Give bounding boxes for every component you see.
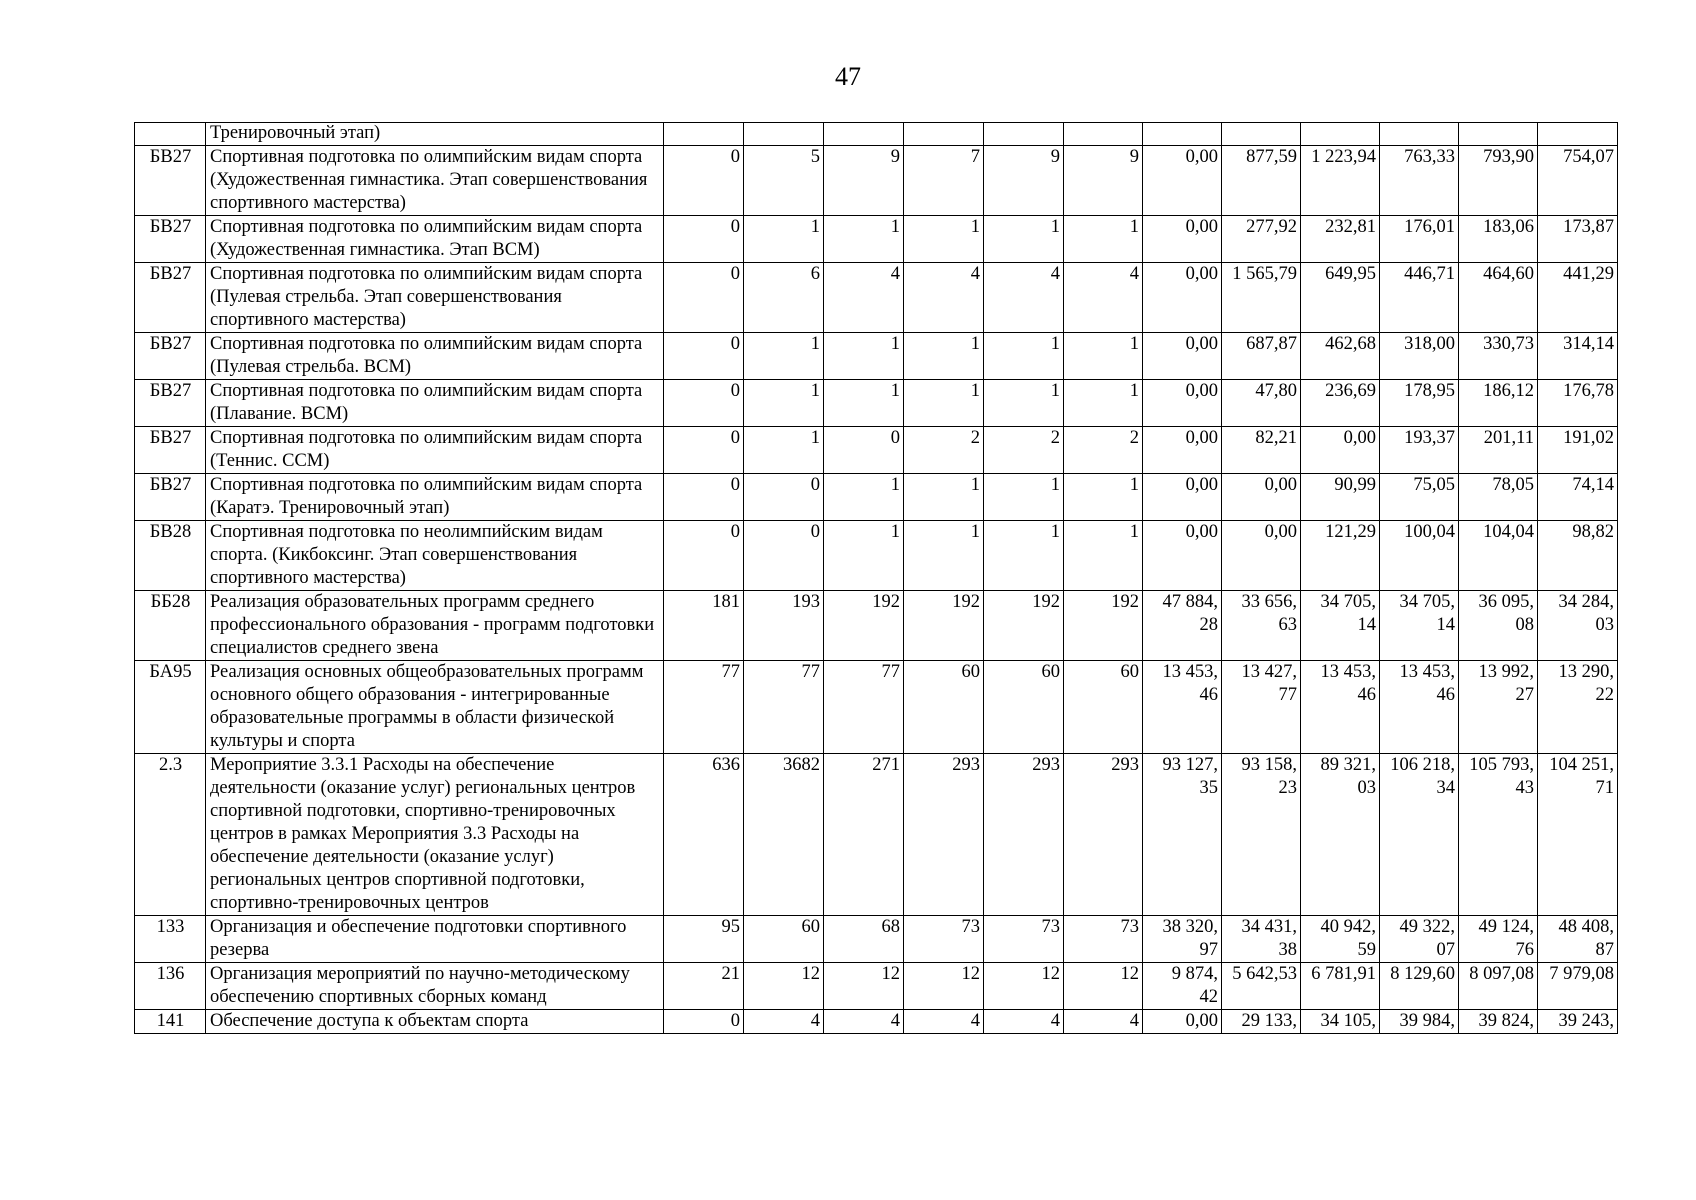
row-value-cell: 192 bbox=[984, 591, 1064, 661]
row-value-cell: 0,00 bbox=[1143, 380, 1222, 427]
table-row bbox=[135, 427, 1618, 474]
row-value-cell: 93 127, 35 bbox=[1143, 754, 1222, 916]
row-value-cell: 271 bbox=[824, 754, 904, 916]
row-value-cell: 121,29 bbox=[1301, 521, 1380, 591]
row-value-cell: 314,14 bbox=[1538, 333, 1618, 380]
row-value-cell: 178,95 bbox=[1380, 380, 1459, 427]
row-value-cell: 12 bbox=[904, 963, 984, 1010]
row-code-cell: БВ27 bbox=[135, 427, 206, 474]
row-value-cell: 47 884, 28 bbox=[1143, 591, 1222, 661]
row-value-cell: 12 bbox=[984, 963, 1064, 1010]
row-code-cell: БВ27 bbox=[135, 333, 206, 380]
row-value-cell bbox=[1143, 123, 1222, 146]
row-value-cell: 75,05 bbox=[1380, 474, 1459, 521]
row-description-cell: Реализация образовательных программ среднего профессионального образования - программ подготовки специалистов среднего звена bbox=[206, 591, 664, 661]
row-value-cell: 60 bbox=[904, 661, 984, 754]
table-row bbox=[135, 661, 1618, 754]
row-value-cell: 39 824, bbox=[1459, 1010, 1538, 1034]
row-value-cell: 1 565,79 bbox=[1222, 263, 1301, 333]
row-code-cell: 141 bbox=[135, 1010, 206, 1034]
row-value-cell: 8 129,60 bbox=[1380, 963, 1459, 1010]
table-row bbox=[135, 474, 1618, 521]
row-value-cell: 0 bbox=[664, 1010, 744, 1034]
row-value-cell: 330,73 bbox=[1459, 333, 1538, 380]
row-value-cell bbox=[1380, 123, 1459, 146]
row-value-cell: 34 284, 03 bbox=[1538, 591, 1618, 661]
row-code-cell: БВ27 bbox=[135, 146, 206, 216]
row-value-cell: 0 bbox=[664, 146, 744, 216]
row-value-cell bbox=[1459, 123, 1538, 146]
row-value-cell: 77 bbox=[664, 661, 744, 754]
row-value-cell: 0,00 bbox=[1222, 521, 1301, 591]
row-value-cell: 34 105, bbox=[1301, 1010, 1380, 1034]
row-value-cell: 3682 bbox=[744, 754, 824, 916]
table-row bbox=[135, 123, 1618, 146]
row-value-cell bbox=[744, 123, 824, 146]
row-value-cell: 49 322, 07 bbox=[1380, 916, 1459, 963]
row-value-cell: 34 705, 14 bbox=[1301, 591, 1380, 661]
row-value-cell: 77 bbox=[744, 661, 824, 754]
row-value-cell: 36 095, 08 bbox=[1459, 591, 1538, 661]
row-code-cell: БВ27 bbox=[135, 263, 206, 333]
row-value-cell: 183,06 bbox=[1459, 216, 1538, 263]
row-value-cell: 0,00 bbox=[1222, 474, 1301, 521]
row-value-cell: 9 bbox=[824, 146, 904, 216]
row-code-cell: БВ27 bbox=[135, 216, 206, 263]
table-row bbox=[135, 754, 1618, 916]
row-description-cell: Реализация основных общеобразовательных программ основного общего образования - интегрированные образовательные программы в области физической культуры и спорта bbox=[206, 661, 664, 754]
row-value-cell: 5 642,53 bbox=[1222, 963, 1301, 1010]
row-value-cell bbox=[664, 123, 744, 146]
page-number: 47 bbox=[835, 62, 861, 91]
row-value-cell: 1 bbox=[824, 380, 904, 427]
row-value-cell: 104,04 bbox=[1459, 521, 1538, 591]
row-description-cell: Обеспечение доступа к объектам спорта bbox=[206, 1010, 664, 1034]
row-value-cell: 4 bbox=[1064, 1010, 1143, 1034]
row-value-cell: 173,87 bbox=[1538, 216, 1618, 263]
row-value-cell: 186,12 bbox=[1459, 380, 1538, 427]
row-code-cell: 133 bbox=[135, 916, 206, 963]
row-value-cell: 34 431, 38 bbox=[1222, 916, 1301, 963]
row-value-cell: 192 bbox=[904, 591, 984, 661]
row-value-cell: 13 427, 77 bbox=[1222, 661, 1301, 754]
row-value-cell: 763,33 bbox=[1380, 146, 1459, 216]
row-value-cell: 2 bbox=[984, 427, 1064, 474]
row-description-cell: Спортивная подготовка по олимпийским видам спорта (Плавание. ВСМ) bbox=[206, 380, 664, 427]
row-code-cell: БВ27 bbox=[135, 474, 206, 521]
row-value-cell: 47,80 bbox=[1222, 380, 1301, 427]
row-value-cell: 0,00 bbox=[1143, 216, 1222, 263]
row-value-cell: 4 bbox=[824, 1010, 904, 1034]
row-value-cell: 105 793, 43 bbox=[1459, 754, 1538, 916]
row-value-cell: 318,00 bbox=[1380, 333, 1459, 380]
row-value-cell: 176,01 bbox=[1380, 216, 1459, 263]
row-value-cell: 1 bbox=[824, 521, 904, 591]
row-code-cell: 2.3 bbox=[135, 754, 206, 916]
row-description-cell: Организация мероприятий по научно-методическому обеспечению спортивных сборных команд bbox=[206, 963, 664, 1010]
table-row bbox=[135, 146, 1618, 216]
row-value-cell: 13 453, 46 bbox=[1143, 661, 1222, 754]
row-value-cell: 40 942, 59 bbox=[1301, 916, 1380, 963]
row-value-cell: 1 bbox=[744, 216, 824, 263]
row-value-cell: 4 bbox=[984, 1010, 1064, 1034]
row-value-cell bbox=[904, 123, 984, 146]
row-value-cell: 9 874, 42 bbox=[1143, 963, 1222, 1010]
row-value-cell: 1 bbox=[824, 216, 904, 263]
row-value-cell: 0 bbox=[664, 521, 744, 591]
row-value-cell: 181 bbox=[664, 591, 744, 661]
row-code-cell: БВ27 bbox=[135, 380, 206, 427]
row-value-cell: 13 290, 22 bbox=[1538, 661, 1618, 754]
row-value-cell: 201,11 bbox=[1459, 427, 1538, 474]
row-value-cell: 6 781,91 bbox=[1301, 963, 1380, 1010]
row-value-cell: 1 bbox=[904, 474, 984, 521]
row-value-cell: 33 656, 63 bbox=[1222, 591, 1301, 661]
row-value-cell: 9 bbox=[1064, 146, 1143, 216]
row-value-cell: 89 321, 03 bbox=[1301, 754, 1380, 916]
row-value-cell: 39 243, bbox=[1538, 1010, 1618, 1034]
table-row bbox=[135, 591, 1618, 661]
row-value-cell: 293 bbox=[984, 754, 1064, 916]
row-value-cell bbox=[824, 123, 904, 146]
row-code-cell: БА95 bbox=[135, 661, 206, 754]
row-value-cell: 1 bbox=[904, 216, 984, 263]
row-value-cell: 106 218, 34 bbox=[1380, 754, 1459, 916]
table-row bbox=[135, 380, 1618, 427]
row-value-cell: 60 bbox=[1064, 661, 1143, 754]
row-description-cell: Спортивная подготовка по олимпийским видам спорта (Художественная гимнастика. Этап ВСМ) bbox=[206, 216, 664, 263]
row-value-cell: 98,82 bbox=[1538, 521, 1618, 591]
row-value-cell: 192 bbox=[824, 591, 904, 661]
row-value-cell: 74,14 bbox=[1538, 474, 1618, 521]
row-value-cell: 0 bbox=[744, 474, 824, 521]
row-code-cell: ББ28 bbox=[135, 591, 206, 661]
row-value-cell: 0 bbox=[664, 474, 744, 521]
row-value-cell: 4 bbox=[904, 263, 984, 333]
row-value-cell: 1 bbox=[744, 427, 824, 474]
row-value-cell: 104 251, 71 bbox=[1538, 754, 1618, 916]
row-value-cell: 0,00 bbox=[1143, 263, 1222, 333]
row-value-cell: 1 223,94 bbox=[1301, 146, 1380, 216]
row-value-cell: 0,00 bbox=[1143, 521, 1222, 591]
row-value-cell: 1 bbox=[1064, 380, 1143, 427]
row-value-cell: 1 bbox=[904, 380, 984, 427]
row-value-cell: 0,00 bbox=[1143, 333, 1222, 380]
row-value-cell: 13 453, 46 bbox=[1301, 661, 1380, 754]
row-value-cell: 8 097,08 bbox=[1459, 963, 1538, 1010]
row-value-cell: 4 bbox=[904, 1010, 984, 1034]
row-description-cell: Спортивная подготовка по неолимпийским видам спорта. (Кикбоксинг. Этап совершенствования спортивного мастерства) bbox=[206, 521, 664, 591]
table-row bbox=[135, 216, 1618, 263]
row-value-cell: 1 bbox=[824, 333, 904, 380]
row-value-cell: 446,71 bbox=[1380, 263, 1459, 333]
row-value-cell: 2 bbox=[904, 427, 984, 474]
row-value-cell: 95 bbox=[664, 916, 744, 963]
row-value-cell: 12 bbox=[744, 963, 824, 1010]
row-value-cell: 12 bbox=[1064, 963, 1143, 1010]
row-value-cell: 649,95 bbox=[1301, 263, 1380, 333]
row-value-cell: 793,90 bbox=[1459, 146, 1538, 216]
row-value-cell: 4 bbox=[984, 263, 1064, 333]
table-row bbox=[135, 963, 1618, 1010]
row-value-cell bbox=[984, 123, 1064, 146]
row-value-cell: 49 124, 76 bbox=[1459, 916, 1538, 963]
row-value-cell: 0 bbox=[664, 216, 744, 263]
row-value-cell: 48 408, 87 bbox=[1538, 916, 1618, 963]
row-value-cell bbox=[1222, 123, 1301, 146]
row-value-cell: 1 bbox=[1064, 474, 1143, 521]
row-value-cell: 68 bbox=[824, 916, 904, 963]
row-value-cell: 277,92 bbox=[1222, 216, 1301, 263]
row-value-cell bbox=[1064, 123, 1143, 146]
row-value-cell: 73 bbox=[1064, 916, 1143, 963]
row-value-cell: 193,37 bbox=[1380, 427, 1459, 474]
row-value-cell: 687,87 bbox=[1222, 333, 1301, 380]
row-value-cell: 93 158, 23 bbox=[1222, 754, 1301, 916]
row-description-cell: Спортивная подготовка по олимпийским видам спорта (Художественная гимнастика. Этап совершенствования спортивного мастерства) bbox=[206, 146, 664, 216]
row-value-cell: 4 bbox=[1064, 263, 1143, 333]
row-value-cell: 1 bbox=[904, 333, 984, 380]
row-value-cell: 77 bbox=[824, 661, 904, 754]
row-value-cell: 464,60 bbox=[1459, 263, 1538, 333]
row-code-cell: БВ28 bbox=[135, 521, 206, 591]
row-description-cell: Тренировочный этап) bbox=[206, 123, 664, 146]
row-value-cell: 0 bbox=[664, 333, 744, 380]
row-value-cell: 7 bbox=[904, 146, 984, 216]
row-value-cell: 441,29 bbox=[1538, 263, 1618, 333]
row-value-cell: 7 979,08 bbox=[1538, 963, 1618, 1010]
row-value-cell bbox=[1301, 123, 1380, 146]
row-value-cell: 1 bbox=[984, 474, 1064, 521]
row-value-cell: 38 320, 97 bbox=[1143, 916, 1222, 963]
row-value-cell: 6 bbox=[744, 263, 824, 333]
row-value-cell: 1 bbox=[984, 380, 1064, 427]
row-value-cell: 1 bbox=[904, 521, 984, 591]
row-value-cell: 29 133, bbox=[1222, 1010, 1301, 1034]
row-value-cell: 1 bbox=[744, 333, 824, 380]
row-value-cell: 4 bbox=[744, 1010, 824, 1034]
row-code-cell: 136 bbox=[135, 963, 206, 1010]
row-value-cell: 191,02 bbox=[1538, 427, 1618, 474]
row-value-cell: 5 bbox=[744, 146, 824, 216]
row-description-cell: Мероприятие 3.3.1 Расходы на обеспечение деятельности (оказание услуг) региональных центров спортивной подготовки, спортивно-тренировочных центров в рамках Мероприятия 3.3 Расходы на обеспечение деятельности (оказание услуг) региональных центров спортивной подготовки, спортивно-тренировочных центров bbox=[206, 754, 664, 916]
row-value-cell: 0 bbox=[664, 263, 744, 333]
row-code-cell bbox=[135, 123, 206, 146]
row-value-cell: 0,00 bbox=[1143, 1010, 1222, 1034]
row-value-cell: 2 bbox=[1064, 427, 1143, 474]
table-row bbox=[135, 916, 1618, 963]
row-description-cell: Организация и обеспечение подготовки спортивного резерва bbox=[206, 916, 664, 963]
row-value-cell: 0 bbox=[664, 380, 744, 427]
row-value-cell: 1 bbox=[1064, 333, 1143, 380]
row-value-cell: 0,00 bbox=[1143, 474, 1222, 521]
row-value-cell bbox=[1538, 123, 1618, 146]
row-value-cell: 1 bbox=[1064, 521, 1143, 591]
row-value-cell: 73 bbox=[904, 916, 984, 963]
row-value-cell: 0 bbox=[824, 427, 904, 474]
row-description-cell: Спортивная подготовка по олимпийским видам спорта (Пулевая стрельба. Этап совершенствования спортивного мастерства) bbox=[206, 263, 664, 333]
table-row bbox=[135, 521, 1618, 591]
row-value-cell: 877,59 bbox=[1222, 146, 1301, 216]
data-table bbox=[134, 122, 1618, 1034]
row-value-cell: 293 bbox=[904, 754, 984, 916]
row-value-cell: 1 bbox=[744, 380, 824, 427]
row-value-cell: 0 bbox=[744, 521, 824, 591]
row-value-cell: 100,04 bbox=[1380, 521, 1459, 591]
row-value-cell: 60 bbox=[744, 916, 824, 963]
row-value-cell: 192 bbox=[1064, 591, 1143, 661]
row-description-cell: Спортивная подготовка по олимпийским видам спорта (Пулевая стрельба. ВСМ) bbox=[206, 333, 664, 380]
row-value-cell: 176,78 bbox=[1538, 380, 1618, 427]
row-value-cell: 0,00 bbox=[1143, 427, 1222, 474]
row-description-cell: Спортивная подготовка по олимпийским видам спорта (Каратэ. Тренировочный этап) bbox=[206, 474, 664, 521]
row-value-cell: 1 bbox=[984, 216, 1064, 263]
row-value-cell: 0,00 bbox=[1301, 427, 1380, 474]
row-value-cell: 1 bbox=[984, 333, 1064, 380]
table-row bbox=[135, 333, 1618, 380]
row-value-cell: 0 bbox=[664, 427, 744, 474]
row-value-cell: 0,00 bbox=[1143, 146, 1222, 216]
row-value-cell: 21 bbox=[664, 963, 744, 1010]
row-value-cell: 1 bbox=[984, 521, 1064, 591]
row-value-cell: 1 bbox=[1064, 216, 1143, 263]
row-value-cell: 13 453, 46 bbox=[1380, 661, 1459, 754]
row-value-cell: 13 992, 27 bbox=[1459, 661, 1538, 754]
row-value-cell: 60 bbox=[984, 661, 1064, 754]
row-value-cell: 90,99 bbox=[1301, 474, 1380, 521]
row-value-cell: 4 bbox=[824, 263, 904, 333]
row-value-cell: 82,21 bbox=[1222, 427, 1301, 474]
row-value-cell: 1 bbox=[824, 474, 904, 521]
row-value-cell: 12 bbox=[824, 963, 904, 1010]
row-value-cell: 39 984, bbox=[1380, 1010, 1459, 1034]
row-value-cell: 232,81 bbox=[1301, 216, 1380, 263]
row-value-cell: 193 bbox=[744, 591, 824, 661]
row-value-cell: 462,68 bbox=[1301, 333, 1380, 380]
row-value-cell: 754,07 bbox=[1538, 146, 1618, 216]
row-value-cell: 293 bbox=[1064, 754, 1143, 916]
row-value-cell: 636 bbox=[664, 754, 744, 916]
row-value-cell: 78,05 bbox=[1459, 474, 1538, 521]
table-row bbox=[135, 1010, 1618, 1034]
row-value-cell: 73 bbox=[984, 916, 1064, 963]
table-row bbox=[135, 263, 1618, 333]
row-description-cell: Спортивная подготовка по олимпийским видам спорта (Теннис. ССМ) bbox=[206, 427, 664, 474]
row-value-cell: 34 705, 14 bbox=[1380, 591, 1459, 661]
row-value-cell: 236,69 bbox=[1301, 380, 1380, 427]
row-value-cell: 9 bbox=[984, 146, 1064, 216]
